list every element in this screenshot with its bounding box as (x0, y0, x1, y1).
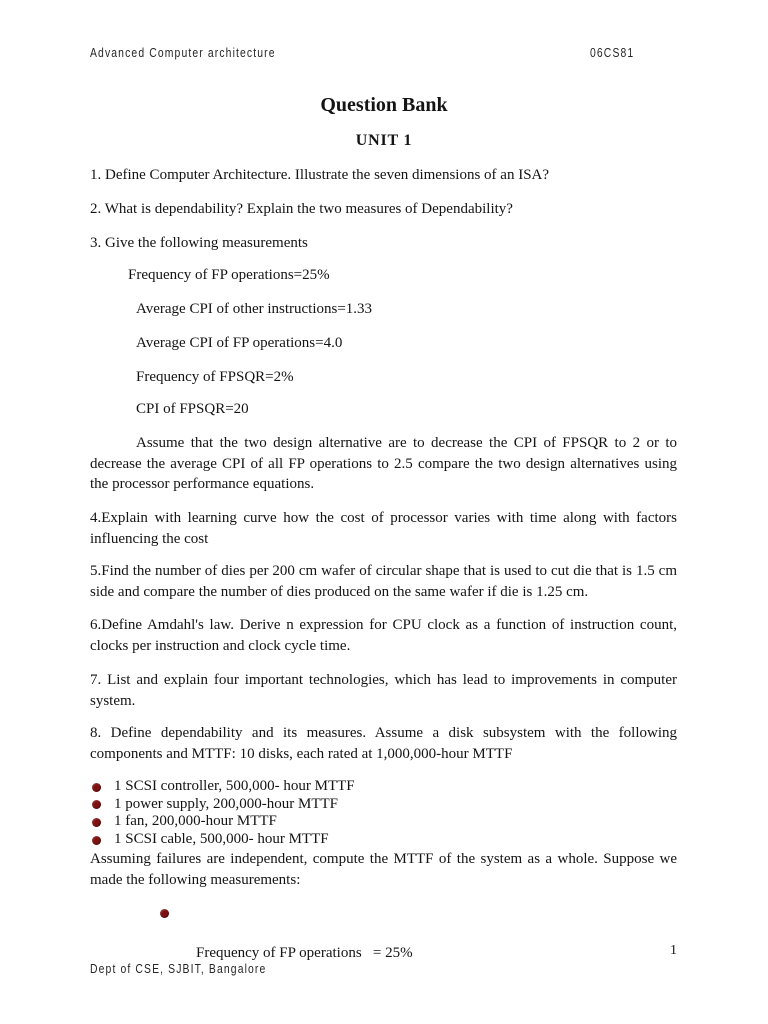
bullet-dot-icon (92, 800, 101, 809)
header-course-code: 06CS81 (590, 45, 635, 60)
unit-heading: UNIT 1 (355, 132, 413, 149)
component-text: 1 SCSI cable, 500,000- hour MTTF (114, 831, 329, 848)
question-7: 7. List and explain four important technologies, which has lead to improvements in computer system. (90, 672, 677, 709)
component-text: 1 fan, 200,000-hour MTTF (114, 813, 277, 830)
component-list (90, 778, 677, 849)
measurement-item: Average CPI of other instructions=1.33 (136, 301, 373, 317)
bullet-dot-icon (92, 783, 101, 792)
component-text: 1 power supply, 200,000-hour MTTF (114, 795, 339, 812)
component-text: 1 SCSI controller, 500,000- hour MTTF (114, 778, 355, 794)
list-item (90, 796, 677, 814)
list-item (90, 778, 677, 796)
measurement-item: CPI of FPSQR=20 (136, 401, 249, 417)
list-item (90, 831, 677, 849)
measurement-item: Frequency of FPSQR=2% (136, 369, 294, 385)
question-6: 6.Define Amdahl's law. Derive n expression for CPU clock as a function of instruction count, clocks per instruction and clock cycle time. (90, 617, 677, 654)
footer-department: Dept of CSE, SJBIT, Bangalore (90, 961, 267, 976)
question-3-followup: Assume that the two design alternative are to decrease the CPI of FPSQR to 2 or to decrease the average CPI of all FP operations to 2.5 compare the two design alternatives using the processor performance equations. (90, 435, 677, 492)
question-4: 4.Explain with learning curve how the cost of processor varies with time along with factors influencing the cost (90, 510, 677, 547)
question-8: 8. Define dependability and its measures. Assume a disk subsystem with the following components and MTTF: 10 disks, each rated at 1,000,000-hour MTTF (90, 725, 677, 762)
sub-bullet-text: Frequency of FP operations = 25% (196, 945, 413, 961)
question-5: 5.Find the number of dies per 200 cm wafer of circular shape that is used to cut die that is 1.5 cm side and compare the number of dies produced on the same wafer if die is 1.25 cm. (90, 563, 677, 600)
document-title: Question Bank (320, 94, 448, 116)
header-course-title: Advanced Computer architecture (90, 45, 276, 60)
question-3: 3. Give the following measurements (90, 235, 308, 251)
question-8-followup: Assuming failures are independent, compute the MTTF of the system as a whole. Suppose we made the following measurements: (90, 851, 677, 888)
question-1: 1. Define Computer Architecture. Illustrate the seven dimensions of an ISA? (90, 167, 550, 183)
question-2: 2. What is dependability? Explain the two measures of Dependability? (90, 201, 513, 217)
page-number: 1 (670, 943, 677, 958)
bullet-dot-icon (160, 909, 169, 918)
bullet-dot-icon (92, 818, 101, 827)
measurement-item: Average CPI of FP operations=4.0 (136, 335, 343, 351)
bullet-dot-icon (92, 836, 101, 845)
measurement-item: Frequency of FP operations=25% (128, 267, 330, 283)
list-item (90, 813, 677, 831)
